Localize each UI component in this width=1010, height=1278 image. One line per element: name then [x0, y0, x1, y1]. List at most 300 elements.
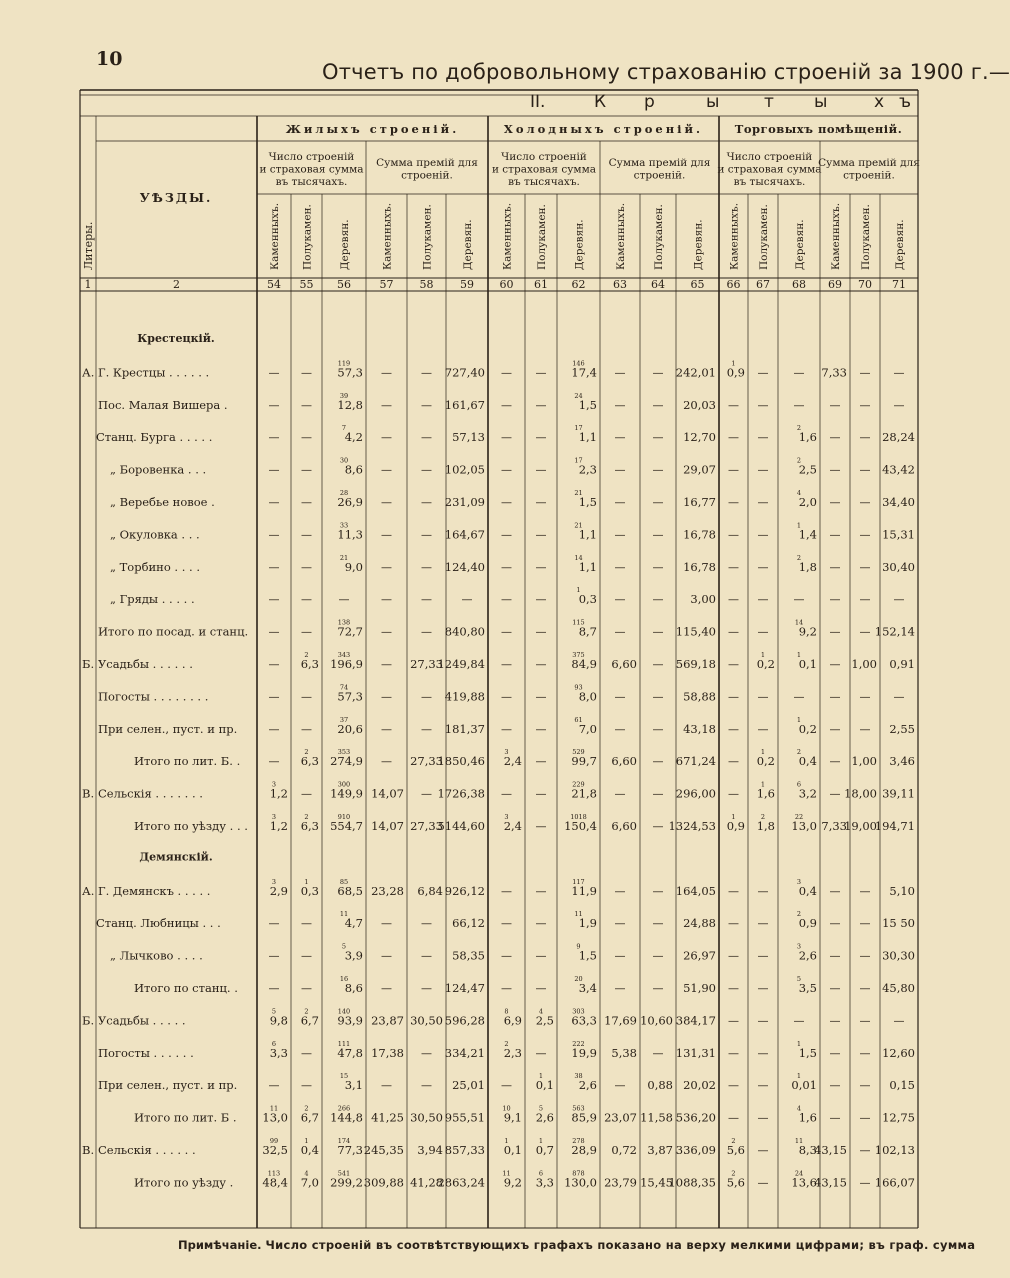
column-number: 63	[613, 278, 627, 291]
cell-value: 671,24	[675, 754, 716, 769]
kind-heading: Каменныхъ.	[830, 202, 842, 270]
cell-dash: —	[338, 593, 350, 607]
cell-dash: —	[301, 722, 312, 736]
small-count: 1	[796, 651, 802, 659]
small-count: 3	[796, 877, 802, 886]
cell-dash: —	[793, 690, 805, 704]
cell-value: 3,00	[690, 592, 716, 607]
cell-dash: —	[268, 560, 280, 574]
small-count: 115	[572, 618, 585, 627]
cell-value: 245,35	[363, 1143, 404, 1157]
cell-dash: —	[728, 560, 739, 574]
cell-value: 0,1	[798, 657, 817, 671]
page-number: 10	[96, 48, 123, 70]
cell-value: 554,7	[330, 819, 363, 833]
cell-value: 30,30	[882, 948, 915, 963]
cell-dash: —	[501, 658, 512, 671]
small-count: 266	[337, 1104, 351, 1113]
row-label: „ Окуловка . . .	[110, 527, 200, 542]
small-count: 2	[796, 553, 802, 562]
cell-dash: —	[829, 722, 841, 736]
cell-value: 1,2	[269, 819, 288, 833]
cell-dash: —	[829, 1014, 841, 1028]
cell-value: 1850,46	[437, 754, 485, 769]
row-label: При селен., пуст. и пр.	[98, 721, 238, 736]
cell-dash: —	[301, 917, 312, 931]
cell-value: 596,28	[444, 1013, 485, 1028]
cell-dash: —	[829, 658, 841, 671]
cell-value: 1,6	[756, 786, 775, 801]
cell-value: 0,15	[889, 1078, 915, 1093]
cell-value: 1,9	[578, 916, 597, 931]
section-letter: II.	[530, 92, 546, 112]
small-count: 1	[538, 1072, 544, 1081]
cell-value: 164,67	[444, 527, 485, 542]
cell-dash: —	[501, 690, 512, 704]
column-number: 70	[858, 278, 872, 291]
small-count: 375	[572, 651, 585, 659]
small-count: 1	[504, 1137, 509, 1145]
cell-value: 1088,35	[668, 1175, 716, 1190]
cell-dash: —	[421, 1079, 432, 1093]
cell-value: 115,40	[675, 624, 716, 639]
cell-dash: —	[535, 431, 547, 445]
cell-value: 77,3	[337, 1143, 363, 1157]
cell-value: 955,51	[444, 1110, 485, 1125]
small-count: 1	[304, 877, 309, 886]
cell-dash: —	[652, 560, 664, 574]
cell-value: 19,9	[571, 1045, 597, 1060]
cell-dash: —	[829, 1046, 841, 1060]
cell-value: 181,37	[444, 721, 485, 736]
cell-value: 57,13	[452, 430, 485, 445]
cell-dash: —	[652, 787, 664, 801]
row-label: Усадьбы . . . . .	[98, 1013, 186, 1028]
cell-dash: —	[301, 496, 312, 509]
cell-value: 43,15	[814, 1143, 847, 1157]
row-label: Погосты . . . . . . . .	[98, 689, 209, 704]
kind-heading: Каменныхъ.	[501, 202, 514, 270]
cell-value: 6,3	[300, 754, 319, 769]
small-count: 4	[796, 1104, 802, 1113]
cell-dash: —	[728, 398, 739, 412]
cell-value: 2,3	[503, 1045, 522, 1060]
cell-dash: —	[381, 366, 392, 380]
small-count: 5	[341, 942, 347, 951]
cell-value: 57,3	[337, 365, 363, 380]
row-label: „ Веребье новое .	[110, 495, 215, 509]
cell-dash: —	[421, 982, 432, 995]
kind-heading: Деревян.	[692, 219, 705, 270]
cell-dash: —	[728, 1046, 739, 1060]
cell-value: 164,05	[675, 883, 716, 898]
cell-dash: —	[535, 787, 547, 801]
cell-value: 296,00	[675, 786, 716, 801]
cell-dash: —	[501, 398, 512, 412]
cell-dash: —	[859, 1014, 871, 1028]
cell-dash: —	[829, 560, 841, 574]
cell-dash: —	[614, 593, 626, 607]
cell-value: 2,55	[889, 721, 915, 736]
cell-value: 124,47	[444, 981, 485, 995]
section-letter: ъ	[899, 92, 912, 112]
cell-value: 20,02	[683, 1078, 716, 1093]
cell-value: 840,80	[444, 624, 485, 639]
kind-heading: Полукамен.	[536, 204, 548, 270]
cell-dash: —	[757, 884, 769, 898]
uezd-heading: УѢЗДЫ.	[139, 190, 213, 205]
cell-dash: —	[301, 366, 312, 380]
cell-dash: —	[421, 496, 432, 509]
small-count: 878	[572, 1169, 585, 1178]
cell-value: 20,03	[683, 397, 716, 412]
cell-dash: —	[859, 722, 871, 736]
cell-dash: —	[652, 398, 664, 412]
section-letter: ы	[814, 92, 828, 112]
cell-value: 149,9	[330, 786, 363, 801]
row-literal: А.	[82, 365, 95, 380]
cell-value: 6,60	[611, 657, 637, 671]
cell-value: 23,79	[604, 1175, 637, 1190]
count-subheading: Число строеній	[501, 151, 587, 163]
cell-dash: —	[501, 528, 512, 542]
small-count: 4	[304, 1169, 309, 1178]
small-count: 85	[339, 877, 349, 886]
cell-dash: —	[268, 1079, 280, 1093]
cell-value: 11,58	[640, 1110, 673, 1125]
cell-value: 1,2	[269, 786, 288, 801]
cell-dash: —	[652, 722, 664, 736]
cell-dash: —	[421, 625, 432, 639]
cell-value: 23,87	[371, 1013, 404, 1028]
small-count: 5	[271, 1007, 277, 1016]
cell-value: 13,0	[791, 819, 817, 833]
cell-value: 0,7	[535, 1143, 554, 1157]
row-label: Сельскія . . . . . .	[98, 1143, 196, 1157]
cell-value: 43,18	[683, 721, 716, 736]
kind-heading: Полукамен.	[653, 204, 665, 270]
cell-value: 1324,53	[668, 819, 716, 833]
district-heading: Демянскій.	[139, 850, 213, 864]
cell-dash: —	[421, 366, 432, 380]
cell-dash: —	[757, 982, 769, 995]
small-count: 99	[269, 1137, 279, 1145]
cell-value: 1,5	[578, 948, 597, 963]
small-count: 1	[538, 1137, 544, 1145]
row-label: Итого по лит. Б .	[134, 1110, 237, 1125]
row-label: Станц. Любницы . . .	[96, 916, 221, 931]
cell-dash: —	[535, 949, 547, 963]
cell-value: 727,40	[444, 365, 485, 380]
cell-dash: —	[535, 658, 547, 671]
kind-heading: Деревян.	[339, 219, 351, 270]
cell-dash: —	[652, 755, 664, 769]
cell-dash: —	[381, 755, 392, 769]
cell-value: 9,2	[503, 1175, 522, 1190]
small-count: 61	[574, 715, 583, 724]
cell-dash: —	[757, 1176, 769, 1190]
small-count: 138	[337, 618, 351, 627]
cell-dash: —	[421, 528, 432, 542]
cell-dash: —	[268, 982, 280, 995]
cell-dash: —	[829, 982, 841, 995]
cell-dash: —	[268, 949, 280, 963]
small-count: 2	[304, 1007, 309, 1016]
row-label: Погосты . . . . . .	[98, 1045, 194, 1060]
cell-dash: —	[535, 528, 547, 542]
cell-dash: —	[535, 982, 547, 995]
cell-dash: —	[381, 722, 392, 736]
small-count: 16	[339, 975, 349, 983]
small-count: 4	[796, 489, 802, 497]
small-count: 1	[576, 586, 581, 595]
cell-value: 231,09	[444, 495, 485, 509]
cell-value: 99,7	[571, 754, 597, 769]
small-count: 1	[796, 1072, 802, 1081]
row-label: Усадьбы . . . . . .	[98, 657, 193, 671]
column-number: 56	[337, 278, 351, 291]
row-label: Итого по лит. Б. .	[134, 754, 241, 769]
cell-dash: —	[757, 398, 769, 412]
small-count: 24	[794, 1169, 804, 1178]
cell-value: 12,75	[882, 1110, 915, 1125]
column-number: 54	[267, 278, 281, 291]
cell-dash: —	[893, 690, 905, 704]
row-literal: А.	[82, 883, 95, 898]
small-count: 14	[574, 553, 583, 562]
cell-dash: —	[757, 560, 769, 574]
kind-heading: Деревян.	[794, 219, 806, 270]
cell-dash: —	[614, 787, 626, 801]
cell-value: 28,24	[882, 430, 915, 445]
cell-value: 15 50	[882, 916, 915, 931]
column-number: 67	[756, 278, 770, 291]
cell-value: 0,4	[798, 754, 817, 769]
small-count: 1	[796, 715, 802, 724]
cell-dash: —	[757, 528, 769, 542]
small-count: 37	[339, 715, 349, 724]
column-number: 60	[499, 278, 514, 291]
cell-value: 419,88	[444, 689, 485, 704]
cell-dash: —	[859, 528, 871, 542]
cell-value: 0,1	[535, 1078, 554, 1093]
cell-dash: —	[501, 787, 512, 801]
district-heading: Крестецкій.	[137, 332, 215, 345]
cell-value: 3,87	[647, 1143, 673, 1157]
cell-value: 0,4	[798, 883, 817, 898]
cell-value: 9,1	[503, 1110, 522, 1125]
cell-dash: —	[421, 917, 432, 931]
small-count: 6	[796, 780, 802, 789]
cell-dash: —	[829, 1079, 841, 1093]
cell-dash: —	[268, 528, 280, 542]
cell-value: 58,88	[683, 689, 716, 704]
cell-dash: —	[501, 917, 512, 931]
cell-value: 19,00	[844, 819, 877, 833]
small-count: 119	[337, 359, 351, 368]
cell-value: 0,2	[756, 657, 775, 671]
cell-dash: —	[301, 625, 312, 639]
kind-heading: Полукамен.	[421, 204, 434, 270]
small-count: 93	[574, 683, 583, 692]
small-count: 2	[796, 748, 802, 757]
small-count: 5	[796, 975, 802, 983]
cell-value: 7,0	[578, 721, 597, 736]
cell-value: 336,09	[675, 1143, 716, 1157]
cell-dash: —	[728, 949, 739, 963]
cell-value: 63,3	[571, 1013, 597, 1028]
cell-dash: —	[859, 917, 871, 931]
small-count: 3	[504, 813, 509, 821]
cell-value: 2,9	[269, 883, 288, 898]
premium-subheading: Сумма премій для	[376, 157, 478, 169]
cell-dash: —	[381, 1079, 392, 1093]
cell-dash: —	[268, 366, 280, 380]
cell-dash: —	[301, 528, 312, 542]
small-count: 2	[760, 813, 766, 821]
cell-dash: —	[535, 690, 547, 704]
row-literal: Б.	[82, 657, 95, 671]
cell-dash: —	[728, 917, 739, 931]
cell-dash: —	[728, 431, 739, 445]
cell-value: 43,42	[882, 462, 915, 477]
cell-dash: —	[501, 949, 512, 963]
cell-value: 27,33	[410, 819, 443, 833]
cell-value: 2,3	[578, 462, 597, 477]
cell-value: 16,78	[683, 527, 716, 542]
cell-dash: —	[614, 690, 626, 704]
small-count: 1	[760, 780, 766, 789]
cell-value: 3,94	[417, 1143, 443, 1157]
small-count: 222	[572, 1039, 585, 1048]
small-count: 146	[572, 359, 585, 368]
cell-dash: —	[381, 625, 392, 639]
cell-value: 5,6	[726, 1143, 745, 1157]
cell-dash: —	[893, 593, 905, 607]
cell-value: 0,9	[726, 365, 745, 380]
small-count: 117	[572, 877, 585, 886]
column-group-heading: Торговыхъ помѣщеній.	[734, 122, 903, 136]
cell-value: 0,9	[726, 819, 745, 833]
small-count: 300	[337, 780, 351, 789]
cell-dash: —	[757, 690, 769, 704]
cell-dash: —	[728, 1111, 739, 1125]
cell-value: 11,3	[337, 527, 363, 542]
cell-value: 39,11	[882, 786, 915, 801]
cell-value: 1,8	[798, 559, 817, 574]
cell-dash: —	[421, 1046, 432, 1060]
cell-value: 5,38	[611, 1045, 637, 1060]
cell-dash: —	[381, 463, 392, 477]
cell-value: 6,60	[611, 754, 637, 769]
small-count: 529	[572, 748, 585, 757]
small-count: 8	[504, 1007, 509, 1016]
small-count: 21	[574, 489, 583, 497]
cell-value: 8,7	[578, 624, 597, 639]
column-number: 1	[84, 278, 92, 291]
small-count: 9	[576, 942, 581, 951]
cell-value: 0,9	[798, 916, 817, 931]
cell-dash: —	[859, 431, 871, 445]
cell-dash: —	[728, 690, 739, 704]
cell-dash: —	[757, 431, 769, 445]
cell-dash: —	[652, 593, 664, 607]
cell-dash: —	[268, 593, 280, 607]
cell-dash: —	[501, 366, 512, 380]
cell-value: 15,45	[640, 1175, 673, 1190]
count-subheading: и страховая сумма	[717, 163, 822, 176]
cell-dash: —	[301, 593, 312, 607]
small-count: 6	[271, 1039, 277, 1048]
cell-dash: —	[301, 398, 312, 412]
small-count: 1018	[570, 813, 587, 821]
row-label: Итого по станц. .	[134, 981, 238, 995]
cell-value: 5,6	[726, 1175, 745, 1190]
row-label: При селен., пуст. и пр.	[98, 1078, 238, 1093]
cell-value: 8,6	[344, 981, 363, 995]
cell-dash: —	[381, 982, 392, 995]
cell-value: 3,3	[535, 1175, 554, 1190]
cell-value: 1,6	[798, 430, 817, 445]
cell-value: 57,3	[337, 689, 363, 704]
cell-dash: —	[535, 722, 547, 736]
count-subheading: въ тысячахъ.	[733, 176, 806, 188]
cell-value: 926,12	[444, 883, 485, 898]
small-count: 2	[796, 910, 802, 919]
cell-dash: —	[652, 982, 664, 995]
small-count: 3	[271, 813, 277, 821]
cell-dash: —	[829, 625, 841, 639]
cell-dash: —	[757, 949, 769, 963]
literal-heading: Литеры.	[82, 221, 95, 270]
cell-dash: —	[268, 722, 280, 736]
cell-dash: —	[614, 722, 626, 736]
small-count: 2	[796, 456, 802, 465]
column-number: 59	[460, 278, 474, 291]
cell-value: 84,9	[571, 657, 597, 671]
count-subheading: и страховая сумма	[259, 163, 364, 176]
cell-dash: —	[501, 625, 512, 639]
cell-dash: —	[535, 366, 547, 380]
cell-dash: —	[614, 463, 626, 477]
cell-dash: —	[757, 1046, 769, 1060]
kind-heading: Каменныхъ.	[269, 202, 281, 270]
small-count: 15	[339, 1072, 349, 1081]
cell-value: 144,8	[330, 1110, 363, 1125]
cell-dash: —	[421, 787, 432, 801]
premium-subheading: строеній.	[633, 169, 686, 182]
cell-value: 28,9	[571, 1143, 597, 1157]
cell-dash: —	[859, 496, 871, 509]
cell-value: 0,3	[300, 883, 319, 898]
cell-dash: —	[301, 463, 312, 477]
kind-heading: Каменныхъ.	[381, 202, 394, 270]
cell-dash: —	[652, 884, 664, 898]
cell-value: 66,12	[452, 916, 485, 931]
cell-dash: —	[501, 1079, 512, 1093]
cell-value: 14,07	[371, 819, 404, 833]
small-count: 4	[538, 1007, 544, 1016]
cell-value: 13,6	[791, 1175, 817, 1190]
cell-value: 536,20	[675, 1110, 716, 1125]
row-label: Сельскія . . . . . . .	[98, 786, 203, 801]
cell-dash: —	[757, 917, 769, 931]
row-label: „ Лычково . . . .	[110, 948, 203, 963]
cell-value: 16,77	[683, 495, 716, 509]
column-number: 68	[792, 278, 806, 291]
cell-dash: —	[652, 463, 664, 477]
cell-dash: —	[381, 431, 392, 445]
